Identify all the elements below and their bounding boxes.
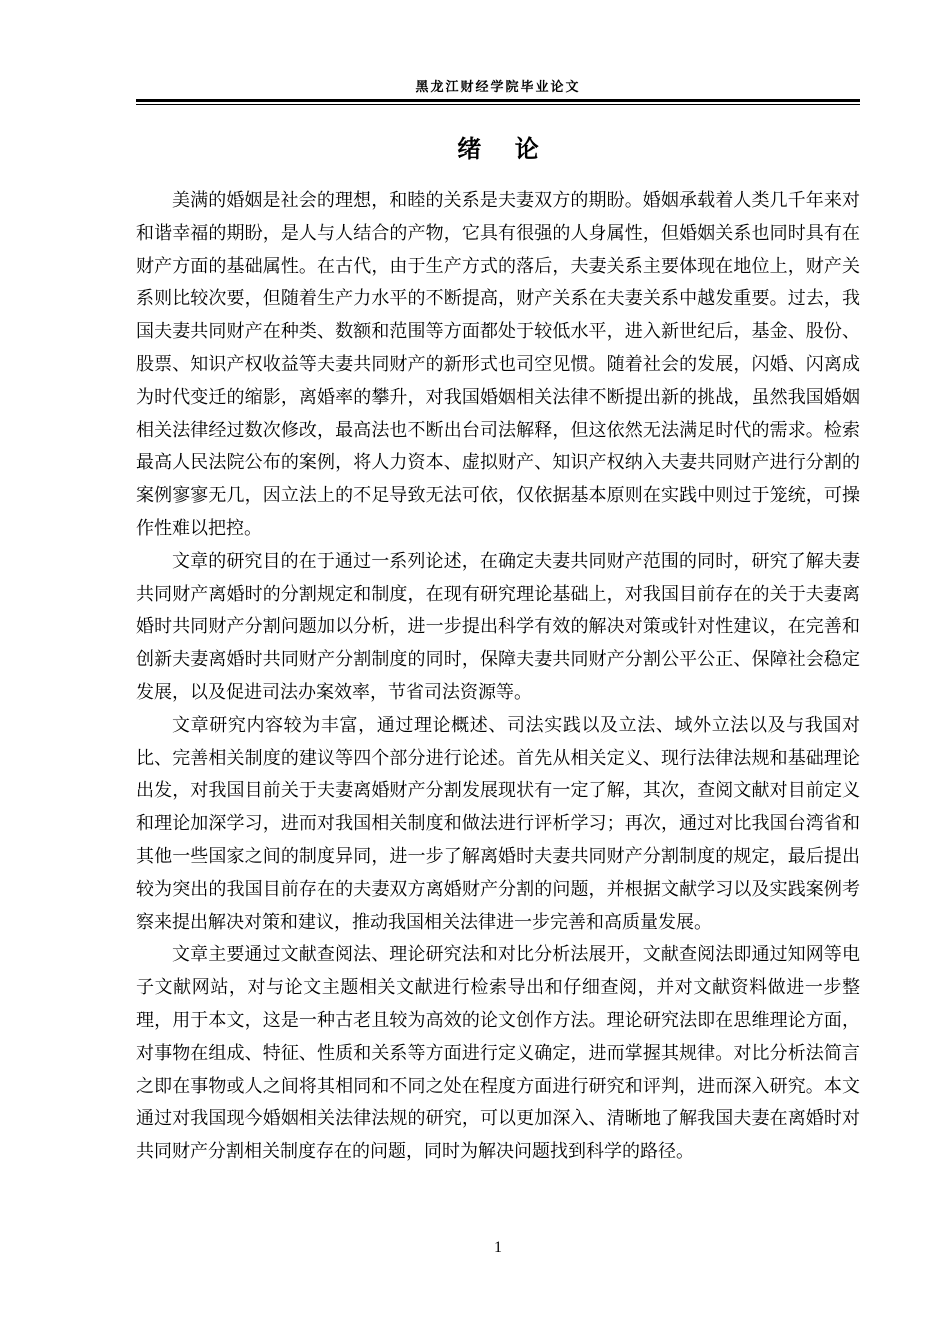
paragraph-1: 美满的婚姻是社会的理想，和睦的关系是夫妻双方的期盼。婚姻承载着人类几千年来对和谐幸福的期盼，是人与人结合的产物，它具有很强的人身属性，但婚姻关系也同时具有在财产方面的基础属性。在古代，由于生产方式的落后，夫妻关系主要体现在地位上，财产关系则比较次要，但随着生产力水平的不断提高，财产关系在夫妻关系中越发重要。过去，我国夫妻共同财产在种类、数额和范围等方面都处于较低水平，进入新世纪后，基金、股份、股票、知识产权收益等夫妻共同财产的新形式也司空见惯。随着社会的发展，闪婚、闪离成为时代变迁的缩影，离婚率的攀升，对我国婚姻相关法律不断提出新的挑战，虽然我国婚姻相关法律经过数次修改，最高法也不断出台司法解释，但这依然无法满足时代的需求。检索最高人民法院公布的案例，将人力资本、虚拟财产、知识产权纳入夫妻共同财产进行分割的案例寥寥无几，因立法上的不足导致无法可依，仅依据基本原则在实践中则过于笼统，可操作性难以把控。 (136, 190, 860, 539)
paragraph-4: 文章主要通过文献查阅法、理论研究法和对比分析法展开，文献查阅法即通过知网等电子文献网站，对与论文主题相关文献进行检索导出和仔细查阅，并对文献资料做进一步整理，用于本文，这是一种古老且较为高效的论文创作方法。理论研究法即在思维理论方面，对事物在组成、特征、性质和关系等方面进行定义确定，进而掌握其规律。对比分析法简言之即在事物或人之间将其相同和不同之处在程度方面进行研究和评判，进而深入研究。本文通过对我国现今婚姻相关法律法规的研究，可以更加深入、清晰地了解我国夫妻在离婚时对共同财产分割相关制度存在的问题，同时为解决问题找到科学的路径。 (136, 944, 860, 1163)
chapter-title: 绪 论 (457, 135, 539, 163)
header-rule-thin (136, 104, 860, 105)
paragraph-3: 文章研究内容较为丰富，通过理论概述、司法实践以及立法、域外立法以及与我国对比、完善相关制度的建议等四个部分进行论述。首先从相关定义、现行法律法规和基础理论出发，对我国目前关于夫妻离婚财产分割发展现状有一定了解，其次，查阅文献对目前定义和理论加深学习，进而对我国相关制度和做法进行评析学习；再次，通过对比我国台湾省和其他一些国家之间的制度异同，进一步了解离婚时夫妻共同财产分割制度的规定，最后提出较为突出的我国目前存在的夫妻双方离婚财产分割的问题，并根据文献学习以及实践案例考察来提出解决对策和建议，推动我国相关法律进一步完善和高质量发展。 (136, 714, 860, 933)
body-text (136, 185, 860, 1169)
paragraph-2: 文章的研究目的在于通过一系列论述，在确定夫妻共同财产范围的同时，研究了解夫妻共同财产离婚时的分割规定和制度，在现有研究理论基础上，对我国目前存在的关于夫妻离婚时共同财产分割问题加以分析，进一步提出科学有效的解决对策或针对性建议，在完善和创新夫妻离婚时共同财产分割制度的同时，保障夫妻共同财产分割公平公正、保障社会稳定发展，以及促进司法办案效率，节省司法资源等。 (136, 550, 860, 703)
running-header: 黑龙江财经学院毕业论文 (415, 80, 581, 95)
header-rule-thick (136, 99, 860, 102)
page-number: 1 (494, 1239, 502, 1256)
